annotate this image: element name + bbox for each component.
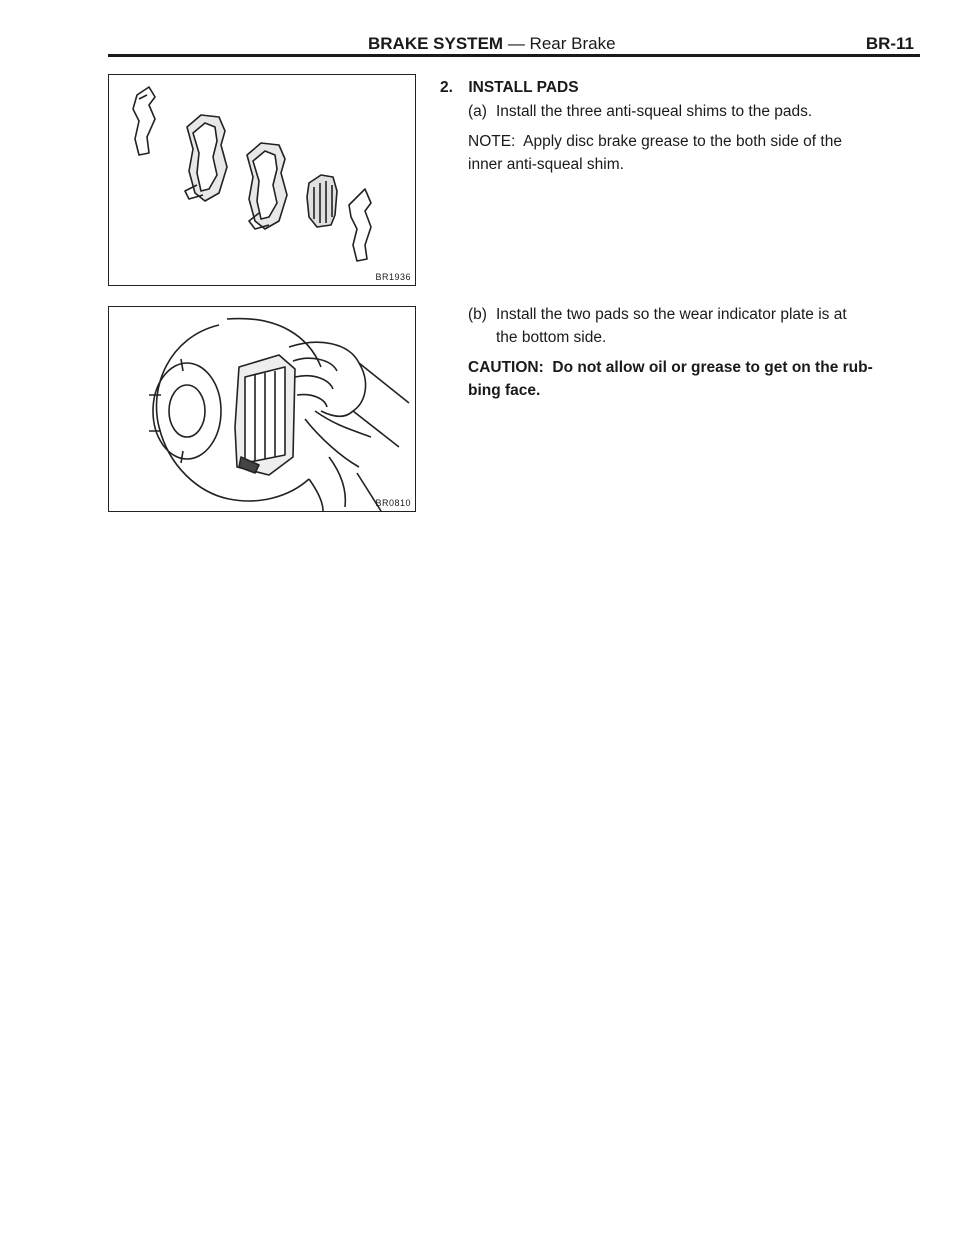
- note-line2: inner anti-squeal shim.: [468, 156, 624, 173]
- caution: [468, 356, 920, 402]
- step-title: INSTALL PADS: [468, 79, 579, 96]
- header-separator: —: [507, 34, 525, 53]
- header-title: [368, 34, 616, 54]
- figure-code: BR1936: [375, 272, 411, 282]
- step-heading: [440, 76, 920, 99]
- instruction-a-text: Install the three anti-squeal shims to the pads.: [496, 103, 813, 120]
- header-rule: [108, 54, 920, 57]
- page-header: [108, 34, 920, 60]
- header-section: BRAKE SYSTEM: [368, 34, 504, 53]
- figure-code: BR0810: [375, 498, 411, 508]
- page-number: BR-11: [865, 34, 914, 53]
- instruction-b-line1: Install the two pads so the wear indicator plate is at: [496, 306, 847, 323]
- note: [468, 130, 920, 176]
- step-number: 2.: [440, 79, 453, 96]
- caution-label: CAUTION:: [468, 359, 544, 376]
- caution-line2: bing face.: [468, 382, 541, 399]
- caution-line1: Do not allow oil or grease to get on the rub-: [552, 359, 873, 376]
- instruction-b: [468, 303, 920, 349]
- instruction-a-marker: (a): [468, 103, 487, 120]
- header-subsection: Rear Brake: [529, 34, 616, 53]
- install-pads-illustration: [109, 307, 415, 511]
- instruction-b-line2: the bottom side.: [496, 329, 607, 346]
- figure-install-pads: [108, 306, 416, 512]
- figure-pads-shims: [108, 74, 416, 286]
- note-line1: Apply disc brake grease to the both side of the: [523, 133, 842, 150]
- instruction-a: [468, 100, 920, 123]
- note-label: NOTE:: [468, 133, 516, 150]
- pads-shims-illustration: [109, 75, 415, 285]
- instruction-b-marker: (b): [468, 306, 487, 323]
